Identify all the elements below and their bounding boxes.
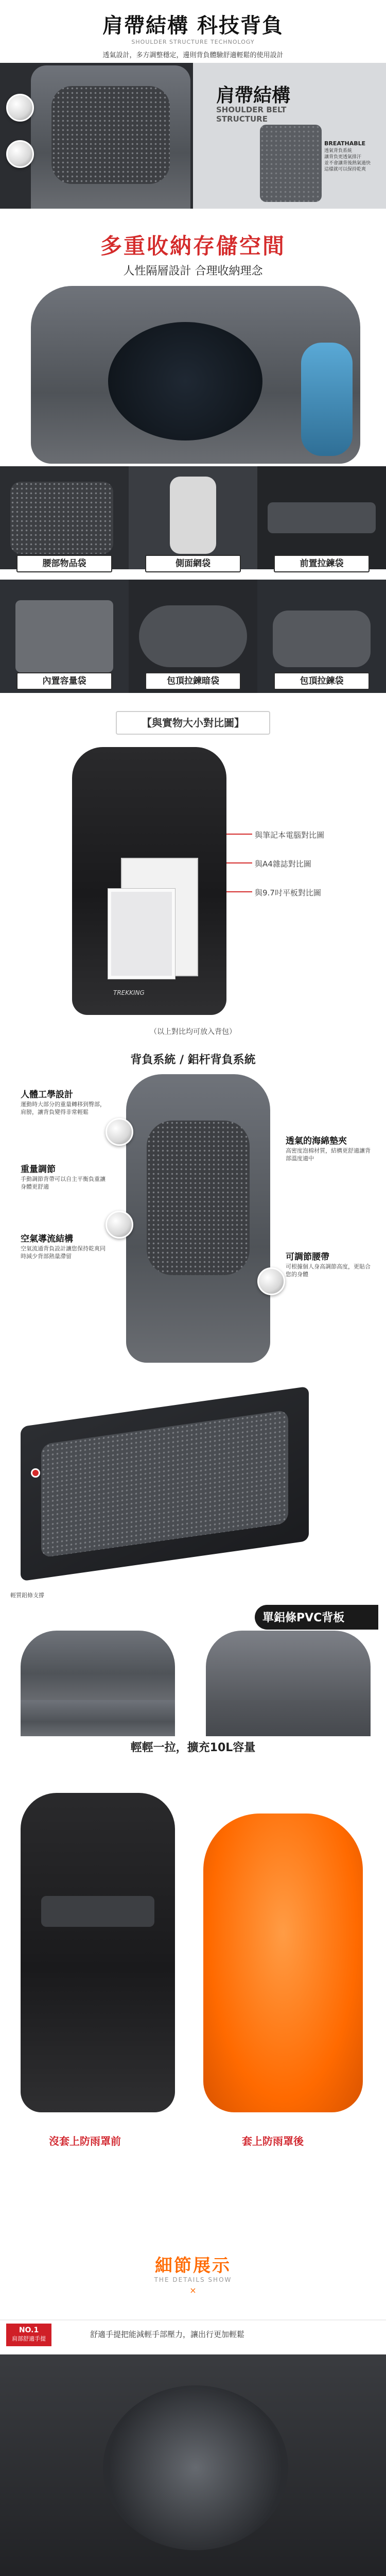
size-footnote: （以上對比均可放入背包） bbox=[150, 1028, 236, 1036]
hero-section bbox=[0, 0, 386, 209]
label-front-zip: 前置拉鍊袋 bbox=[274, 555, 370, 572]
label-top-zip: 包頂拉鍊袋 bbox=[274, 672, 370, 690]
backpack-expanded-base bbox=[206, 1700, 371, 1736]
open-backpack-image bbox=[31, 286, 360, 464]
photo-side-mesh bbox=[129, 466, 257, 569]
photo-front-zip bbox=[257, 466, 386, 569]
strap-title: 單鋁條PVC背板 bbox=[262, 1612, 345, 1624]
label-inner-pocket: 內置容量袋 bbox=[16, 672, 112, 690]
backpack-front-view bbox=[72, 747, 226, 1015]
expand-title: 輕輕一拉，擴充10L容量 bbox=[130, 1741, 256, 1754]
storage-subtitle: 人性隔層設計 合理收納理念 bbox=[123, 265, 263, 278]
no1-desc: 舒適手提把能減輕手部壓力，讓出行更加輕鬆 bbox=[90, 2330, 245, 2339]
back-mesh-panel bbox=[147, 1121, 250, 1275]
rain-cover-section bbox=[0, 1772, 386, 2184]
back-view-image bbox=[126, 1074, 270, 1363]
side-note: 輕質鋁條支撐 bbox=[10, 1592, 44, 1599]
back-system-section: 背負系統 / 鋁杆背負系統 人體工學設計 運動時大部分的重量轉移到臀部，肩膀，讓背負變得非常輕鬆 重量調節 手動調節背帶可以自主平衡負重讓身體更舒適 空氣導流結構 空氣流通背負設計讓您保持乾爽同時減少背部熱量滯留 透氣的海綿墊夾 高密度泡棉材質，結構更舒適讓背部溫度適中 可調節腰帶 可根據個人身高調節高度，更貼合您的身體 輕質鋁條支撐 單鋁條PVC背板 bbox=[0, 1046, 386, 1700]
divider bbox=[0, 2319, 386, 2320]
aluminum-frame-image bbox=[21, 1386, 309, 1582]
pointer-line bbox=[226, 891, 252, 892]
backpack-with-cover bbox=[203, 1814, 363, 2112]
backpack-no-cover bbox=[21, 1793, 175, 2112]
details-title: 細節展示 bbox=[155, 2256, 231, 2276]
tablet bbox=[108, 889, 175, 979]
detail-image-handle bbox=[0, 2354, 386, 2576]
details-en: THE DETAILS SHOW bbox=[154, 2276, 232, 2283]
hero-title: 肩帶結構 科技背負 bbox=[102, 14, 284, 38]
brand-text: TREKKING bbox=[113, 989, 145, 996]
zoom-bubble bbox=[257, 1267, 285, 1295]
strap-closeup bbox=[193, 63, 386, 209]
zoom-bubble bbox=[6, 94, 34, 122]
note-a4: 與A4雜誌對比圖 bbox=[255, 859, 311, 869]
storage-title: 多重收納存儲空間 bbox=[100, 233, 286, 259]
label-with-cover: 套上防雨罩後 bbox=[242, 2135, 304, 2147]
hero-subtitle: SHOULDER STRUCTURE TECHNOLOGY bbox=[131, 39, 255, 45]
label-top-hidden: 包頂拉鍊暗袋 bbox=[145, 672, 241, 690]
hero-desc: 透氣設計，多方調整穩定，邊則背負體驗舒適輕鬆的使用設計 bbox=[102, 52, 284, 59]
size-section bbox=[0, 701, 386, 1046]
back-title: 背負系統 / 鋁杆背負系統 bbox=[130, 1054, 256, 1066]
backpack-back-view bbox=[31, 65, 190, 209]
no1-badge: NO.1 肩部舒適手提 bbox=[6, 2324, 51, 2346]
pointer-line bbox=[226, 862, 252, 863]
strap-mesh bbox=[260, 125, 322, 202]
back-mesh-panel bbox=[51, 86, 170, 184]
pointer-line bbox=[226, 834, 252, 835]
details-section bbox=[0, 2184, 386, 2576]
note-tablet: 與9.7吋平板對比圖 bbox=[255, 888, 321, 897]
zoom-bubble bbox=[106, 1118, 133, 1146]
label-waist-pocket: 腰部物品袋 bbox=[16, 555, 112, 572]
marker-dot bbox=[31, 1468, 40, 1478]
breathable-lines: 透氣背負系統 讓背負更透氣排汗 並不會讓背後熱氣過快 這樣就可以保持乾爽 bbox=[324, 148, 371, 172]
backpack-interior bbox=[108, 322, 262, 440]
panel-en2: STRUCTURE bbox=[216, 114, 268, 124]
hero-image bbox=[0, 63, 386, 209]
backpack-expanded bbox=[206, 1631, 371, 1700]
size-title: 【與實物大小對比圖】 bbox=[116, 711, 270, 735]
expand-section bbox=[0, 1700, 386, 1757]
zoom-bubble bbox=[6, 140, 34, 168]
storage-section bbox=[0, 209, 386, 701]
panel-title: 肩帶結構 bbox=[216, 85, 291, 106]
label-side-mesh: 側面網袋 bbox=[145, 555, 241, 572]
breathable-en: BREATHABLE bbox=[324, 140, 366, 147]
backpack-collapsed bbox=[21, 1631, 175, 1700]
hydration-bladder bbox=[301, 343, 353, 456]
zoom-bubble bbox=[106, 1211, 133, 1239]
label-no-cover: 沒套上防雨罩前 bbox=[49, 2135, 121, 2147]
note-laptop: 與筆記本電腦對比圖 bbox=[255, 831, 325, 840]
photo-waist-pocket bbox=[0, 466, 129, 569]
details-x: × bbox=[189, 2285, 197, 2295]
backpack-collapsed-base bbox=[21, 1700, 175, 1736]
panel-en1: SHOULDER BELT bbox=[216, 105, 287, 114]
